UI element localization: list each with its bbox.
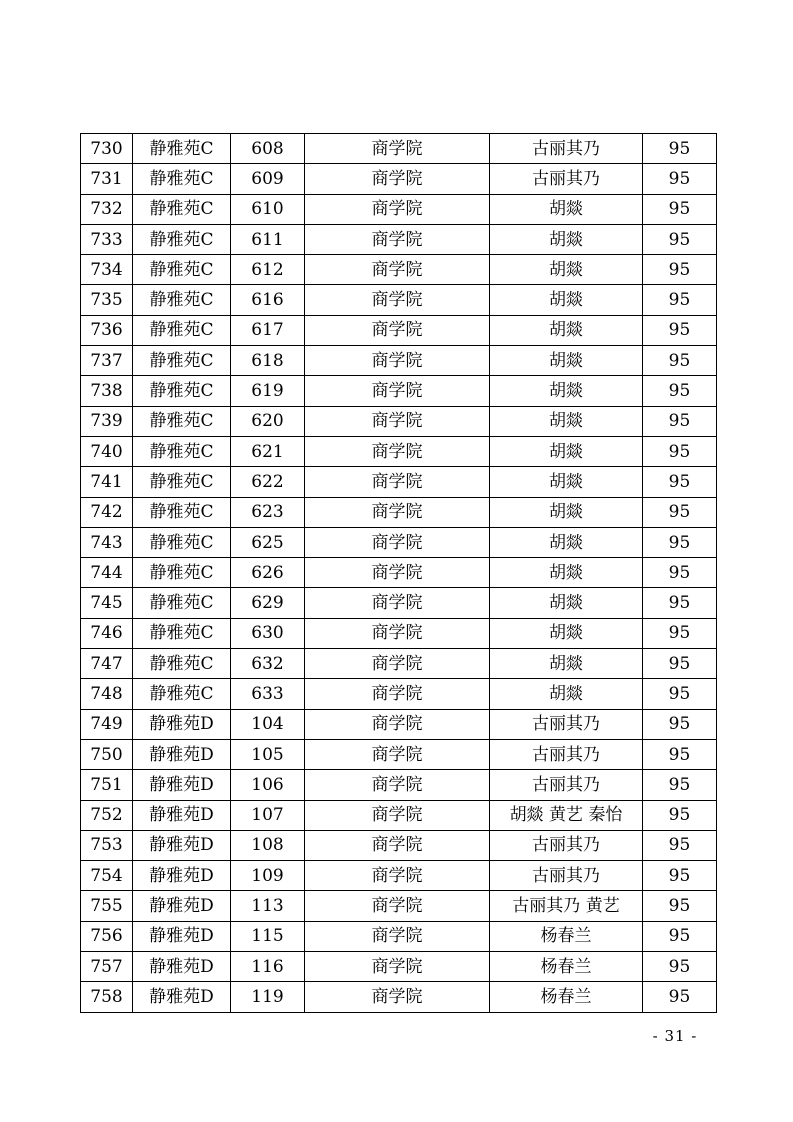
- building-cell: 静雅苑D: [133, 709, 231, 739]
- inspector-name-cell: 古丽其乃: [490, 739, 643, 769]
- table-row: [81, 134, 717, 164]
- row-number-cell: 742: [81, 497, 133, 527]
- room-number-cell: 629: [231, 588, 305, 618]
- inspector-name-cell: 杨春兰: [490, 982, 643, 1012]
- college-cell: 商学院: [305, 255, 490, 285]
- college-cell: 商学院: [305, 527, 490, 557]
- table-row: [81, 255, 717, 285]
- inspector-name-cell: 胡燚: [490, 497, 643, 527]
- row-number-cell: 741: [81, 467, 133, 497]
- college-cell: 商学院: [305, 134, 490, 164]
- building-cell: 静雅苑C: [133, 618, 231, 648]
- college-cell: 商学院: [305, 164, 490, 194]
- room-number-cell: 609: [231, 164, 305, 194]
- row-number-cell: 730: [81, 134, 133, 164]
- room-number-cell: 610: [231, 194, 305, 224]
- table-row: [81, 770, 717, 800]
- row-number-cell: 735: [81, 285, 133, 315]
- row-number-cell: 750: [81, 739, 133, 769]
- score-cell: 95: [643, 891, 717, 921]
- score-cell: 95: [643, 134, 717, 164]
- inspector-name-cell: 胡燚: [490, 679, 643, 709]
- score-cell: 95: [643, 527, 717, 557]
- room-number-cell: 113: [231, 891, 305, 921]
- row-number-cell: 745: [81, 588, 133, 618]
- inspector-name-cell: 杨春兰: [490, 952, 643, 982]
- inspector-name-cell: 胡燚: [490, 649, 643, 679]
- building-cell: 静雅苑C: [133, 194, 231, 224]
- score-cell: 95: [643, 588, 717, 618]
- score-cell: 95: [643, 376, 717, 406]
- building-cell: 静雅苑D: [133, 830, 231, 860]
- college-cell: 商学院: [305, 497, 490, 527]
- table-row: [81, 588, 717, 618]
- row-number-cell: 733: [81, 224, 133, 254]
- college-cell: 商学院: [305, 436, 490, 466]
- table-row: [81, 679, 717, 709]
- building-cell: 静雅苑C: [133, 255, 231, 285]
- room-number-cell: 104: [231, 709, 305, 739]
- row-number-cell: 737: [81, 346, 133, 376]
- inspector-name-cell: 古丽其乃 黄艺: [490, 891, 643, 921]
- score-cell: 95: [643, 861, 717, 891]
- row-number-cell: 731: [81, 164, 133, 194]
- score-cell: 95: [643, 164, 717, 194]
- room-number-cell: 108: [231, 830, 305, 860]
- college-cell: 商学院: [305, 861, 490, 891]
- college-cell: 商学院: [305, 558, 490, 588]
- row-number-cell: 757: [81, 952, 133, 982]
- building-cell: 静雅苑C: [133, 527, 231, 557]
- building-cell: 静雅苑C: [133, 679, 231, 709]
- inspector-name-cell: 古丽其乃: [490, 134, 643, 164]
- row-number-cell: 740: [81, 436, 133, 466]
- building-cell: 静雅苑C: [133, 224, 231, 254]
- room-number-cell: 617: [231, 315, 305, 345]
- score-cell: 95: [643, 315, 717, 345]
- row-number-cell: 743: [81, 527, 133, 557]
- row-number-cell: 739: [81, 406, 133, 436]
- room-number-cell: 621: [231, 436, 305, 466]
- college-cell: 商学院: [305, 194, 490, 224]
- row-number-cell: 746: [81, 618, 133, 648]
- table-row: [81, 376, 717, 406]
- building-cell: 静雅苑D: [133, 739, 231, 769]
- row-number-cell: 732: [81, 194, 133, 224]
- room-number-cell: 622: [231, 467, 305, 497]
- inspector-name-cell: 古丽其乃: [490, 164, 643, 194]
- room-number-cell: 623: [231, 497, 305, 527]
- room-number-cell: 611: [231, 224, 305, 254]
- row-number-cell: 744: [81, 558, 133, 588]
- inspector-name-cell: 古丽其乃: [490, 770, 643, 800]
- table-row: [81, 982, 717, 1012]
- row-number-cell: 738: [81, 376, 133, 406]
- building-cell: 静雅苑C: [133, 467, 231, 497]
- table-row: [81, 194, 717, 224]
- inspector-name-cell: 胡燚: [490, 224, 643, 254]
- row-number-cell: 753: [81, 830, 133, 860]
- table-row: [81, 406, 717, 436]
- inspector-name-cell: 胡燚: [490, 527, 643, 557]
- table-row: [81, 800, 717, 830]
- room-number-cell: 632: [231, 649, 305, 679]
- table-row: [81, 558, 717, 588]
- building-cell: 静雅苑C: [133, 134, 231, 164]
- inspector-name-cell: 胡燚: [490, 618, 643, 648]
- row-number-cell: 756: [81, 921, 133, 951]
- table-row: [81, 346, 717, 376]
- college-cell: 商学院: [305, 770, 490, 800]
- room-number-cell: 109: [231, 861, 305, 891]
- building-cell: 静雅苑D: [133, 800, 231, 830]
- score-cell: 95: [643, 406, 717, 436]
- inspector-name-cell: 古丽其乃: [490, 709, 643, 739]
- building-cell: 静雅苑C: [133, 497, 231, 527]
- room-number-cell: 626: [231, 558, 305, 588]
- college-cell: 商学院: [305, 679, 490, 709]
- college-cell: 商学院: [305, 921, 490, 951]
- score-cell: 95: [643, 952, 717, 982]
- row-number-cell: 749: [81, 709, 133, 739]
- building-cell: 静雅苑C: [133, 436, 231, 466]
- row-number-cell: 754: [81, 861, 133, 891]
- college-cell: 商学院: [305, 952, 490, 982]
- table-row: [81, 952, 717, 982]
- room-number-cell: 633: [231, 679, 305, 709]
- row-number-cell: 747: [81, 649, 133, 679]
- college-cell: 商学院: [305, 346, 490, 376]
- building-cell: 静雅苑D: [133, 921, 231, 951]
- building-cell: 静雅苑D: [133, 891, 231, 921]
- inspector-name-cell: 胡燚: [490, 467, 643, 497]
- score-cell: 95: [643, 921, 717, 951]
- college-cell: 商学院: [305, 709, 490, 739]
- score-cell: 95: [643, 709, 717, 739]
- score-cell: 95: [643, 739, 717, 769]
- table-row: [81, 467, 717, 497]
- inspector-name-cell: 古丽其乃: [490, 830, 643, 860]
- score-cell: 95: [643, 346, 717, 376]
- table-body: [81, 134, 717, 1013]
- college-cell: 商学院: [305, 376, 490, 406]
- building-cell: 静雅苑D: [133, 982, 231, 1012]
- room-number-cell: 106: [231, 770, 305, 800]
- college-cell: 商学院: [305, 739, 490, 769]
- table-row: [81, 830, 717, 860]
- room-number-cell: 619: [231, 376, 305, 406]
- inspector-name-cell: 胡燚 黄艺 秦怡: [490, 800, 643, 830]
- room-number-cell: 107: [231, 800, 305, 830]
- building-cell: 静雅苑C: [133, 164, 231, 194]
- building-cell: 静雅苑D: [133, 952, 231, 982]
- college-cell: 商学院: [305, 285, 490, 315]
- room-number-cell: 105: [231, 739, 305, 769]
- college-cell: 商学院: [305, 649, 490, 679]
- row-number-cell: 751: [81, 770, 133, 800]
- room-number-cell: 612: [231, 255, 305, 285]
- building-cell: 静雅苑C: [133, 588, 231, 618]
- row-number-cell: 752: [81, 800, 133, 830]
- inspector-name-cell: 胡燚: [490, 588, 643, 618]
- inspector-name-cell: 古丽其乃: [490, 861, 643, 891]
- row-number-cell: 748: [81, 679, 133, 709]
- score-cell: 95: [643, 224, 717, 254]
- room-number-cell: 119: [231, 982, 305, 1012]
- room-number-cell: 115: [231, 921, 305, 951]
- inspector-name-cell: 胡燚: [490, 376, 643, 406]
- dormitory-score-table: [80, 133, 717, 1013]
- table-row: [81, 224, 717, 254]
- score-cell: 95: [643, 982, 717, 1012]
- building-cell: 静雅苑D: [133, 861, 231, 891]
- row-number-cell: 755: [81, 891, 133, 921]
- table-row: [81, 315, 717, 345]
- score-cell: 95: [643, 679, 717, 709]
- room-number-cell: 608: [231, 134, 305, 164]
- row-number-cell: 758: [81, 982, 133, 1012]
- inspector-name-cell: 胡燚: [490, 558, 643, 588]
- room-number-cell: 618: [231, 346, 305, 376]
- room-number-cell: 620: [231, 406, 305, 436]
- building-cell: 静雅苑D: [133, 770, 231, 800]
- inspector-name-cell: 胡燚: [490, 285, 643, 315]
- building-cell: 静雅苑C: [133, 406, 231, 436]
- building-cell: 静雅苑C: [133, 346, 231, 376]
- score-cell: 95: [643, 497, 717, 527]
- score-cell: 95: [643, 770, 717, 800]
- page-number: - 31 -: [652, 1027, 698, 1045]
- room-number-cell: 616: [231, 285, 305, 315]
- row-number-cell: 736: [81, 315, 133, 345]
- room-number-cell: 625: [231, 527, 305, 557]
- table-row: [81, 891, 717, 921]
- building-cell: 静雅苑C: [133, 376, 231, 406]
- score-cell: 95: [643, 467, 717, 497]
- table-row: [81, 527, 717, 557]
- college-cell: 商学院: [305, 467, 490, 497]
- table-row: [81, 497, 717, 527]
- college-cell: 商学院: [305, 224, 490, 254]
- score-cell: 95: [643, 800, 717, 830]
- table-row: [81, 649, 717, 679]
- inspector-name-cell: 胡燚: [490, 436, 643, 466]
- college-cell: 商学院: [305, 830, 490, 860]
- college-cell: 商学院: [305, 891, 490, 921]
- inspector-name-cell: 胡燚: [490, 194, 643, 224]
- score-cell: 95: [643, 830, 717, 860]
- college-cell: 商学院: [305, 618, 490, 648]
- score-cell: 95: [643, 255, 717, 285]
- table-row: [81, 861, 717, 891]
- room-number-cell: 116: [231, 952, 305, 982]
- college-cell: 商学院: [305, 588, 490, 618]
- score-cell: 95: [643, 618, 717, 648]
- building-cell: 静雅苑C: [133, 315, 231, 345]
- table-row: [81, 285, 717, 315]
- table-row: [81, 164, 717, 194]
- table-row: [81, 709, 717, 739]
- college-cell: 商学院: [305, 982, 490, 1012]
- row-number-cell: 734: [81, 255, 133, 285]
- college-cell: 商学院: [305, 315, 490, 345]
- score-cell: 95: [643, 194, 717, 224]
- building-cell: 静雅苑C: [133, 285, 231, 315]
- building-cell: 静雅苑C: [133, 649, 231, 679]
- room-number-cell: 630: [231, 618, 305, 648]
- inspector-name-cell: 胡燚: [490, 255, 643, 285]
- inspector-name-cell: 胡燚: [490, 315, 643, 345]
- inspector-name-cell: 胡燚: [490, 346, 643, 376]
- table-row: [81, 436, 717, 466]
- score-cell: 95: [643, 558, 717, 588]
- score-cell: 95: [643, 285, 717, 315]
- table-row: [81, 739, 717, 769]
- table-row: [81, 921, 717, 951]
- college-cell: 商学院: [305, 800, 490, 830]
- table-row: [81, 618, 717, 648]
- building-cell: 静雅苑C: [133, 558, 231, 588]
- college-cell: 商学院: [305, 406, 490, 436]
- score-cell: 95: [643, 649, 717, 679]
- inspector-name-cell: 胡燚: [490, 406, 643, 436]
- inspector-name-cell: 杨春兰: [490, 921, 643, 951]
- score-cell: 95: [643, 436, 717, 466]
